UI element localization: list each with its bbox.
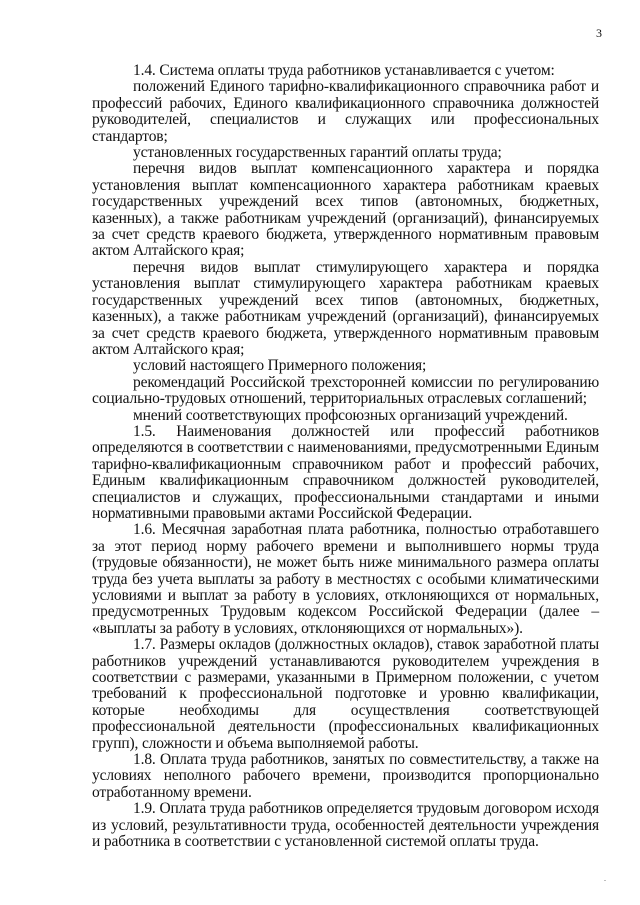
paragraph-trade-unions: мнений соответствующих профсоюзных организаций учреждений. xyxy=(133,406,568,424)
paragraph-1-5: 1.5. Наименования должностей или профессий работников определяются в соответствии с наименованиями, предусмотренными Единым тарифно-квалификационным справочником работ и профессий рабочих, Единым квалификационным справочником должностей руководителей, специалистов и служащих, профессиональными стандартами и иными нормативными правовыми актами Российской Федерации. xyxy=(92,422,599,522)
paragraph-guarantees: установленных государственных гарантий оплаты труда; xyxy=(133,144,502,162)
paragraph-compensation: перечня видов выплат компенсационного характера и порядка установления выплат компенсационного характера работникам краевых государственных учреждений всех типов (автономных, бюджетных, казенных), а также работникам учреждений (организаций), финансируемых за счет средств краевого бюджета, утвержденного нормативным правовым актом Алтайского края; xyxy=(92,160,599,260)
paragraph-conditions: условий настоящего Примерного положения; xyxy=(133,357,427,375)
document-body xyxy=(92,63,599,851)
paragraph-1-8: 1.8. Оплата труда работников, занятых по совместительству, а также на условиях неполного рабочего времени, производится пропорционально отработанному времени. xyxy=(92,751,599,801)
paragraph-1-4: 1.4. Система оплаты труда работников устанавливается с учетом: xyxy=(133,62,555,79)
corner-mark: . xyxy=(604,874,606,883)
paragraph-etks: положений Единого тарифно-квалификационного справочника работ и профессий рабочих, Единого квалификационного справочника должностей руководителей, специалистов и служащих или профессиональных стандартов; xyxy=(92,78,599,145)
page-number: 3 xyxy=(596,26,602,40)
paragraph-1-9: 1.9. Оплата труда работников определяется трудовым договором исходя из условий, результативности труда, особенностей деятельности учреждения и работника в соответствии с установленной системой оплаты труда. xyxy=(92,800,599,851)
paragraph-incentive: перечня видов выплат стимулирующего характера и порядка установления выплат стимулирующего характера работникам краевых государственных учреждений всех типов (автономных, бюджетных, казенных), а также работникам учреждений (организаций), финансируемых за счет средств краевого бюджета, утвержденного нормативным правовым актом Алтайского края; xyxy=(92,258,599,358)
paragraph-recommendations: рекомендаций Российской трехсторонней комиссии по регулированию социально-трудовых отношений, территориальных отраслевых соглашений; xyxy=(92,373,599,408)
paragraph-1-6: 1.6. Месячная заработная плата работника, полностью отработавшего за этот период норму рабочего времени и выполнившего нормы труда (трудовые обязанности), не может быть ниже минимального размера оплаты труда без учета выплаты за работу в местностях с особыми климатическими условиями и выплат за работу в условиях, отклоняющихся от нормальных, предусмотренных Трудовым кодексом Российской Федерации (далее – «выплаты за работу в условиях, отклоняющихся от нормальных»). xyxy=(92,521,599,637)
paragraph-1-7: 1.7. Размеры окладов (должностных окладов), ставок заработной платы работников учреждений устанавливаются руководителем учреждения в соответствии с размерами, указанными в Примерном положении, с учетом требований к профессиональной подготовке и уровню квалификации, которые необходимы для осуществления соответствующей профессиональной деятельности (профессиональных квалификационных групп), сложности и объема выполняемой работы. xyxy=(92,636,599,752)
